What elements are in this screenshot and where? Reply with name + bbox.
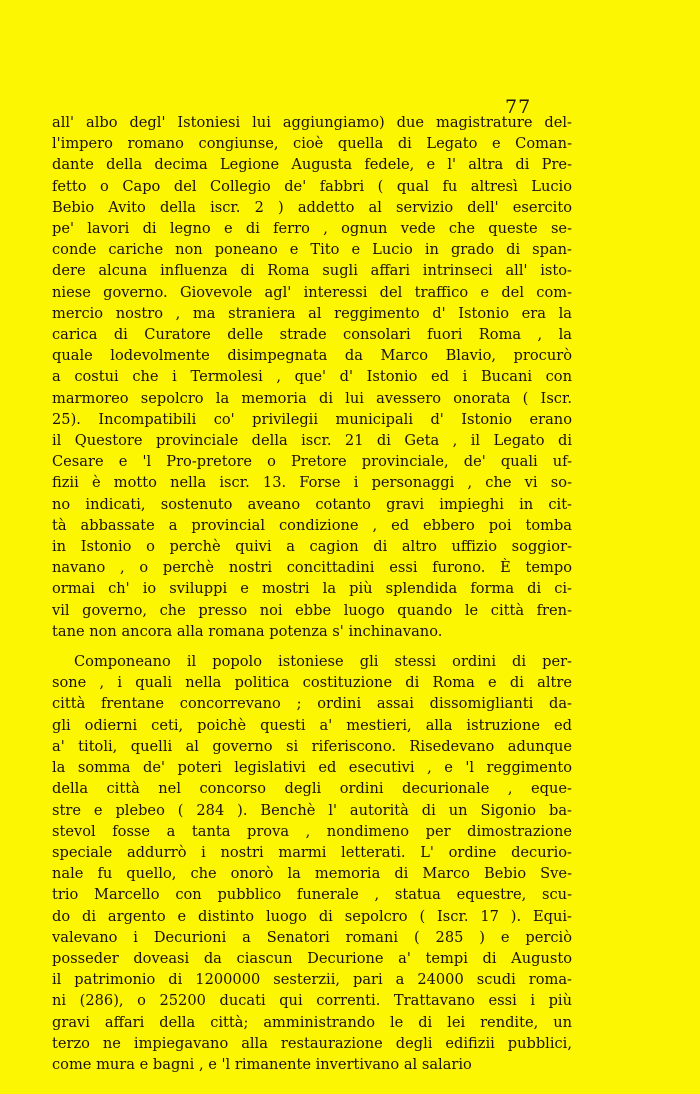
text-line: navano , o perchè nostri concittadini essi furono. È tempo	[52, 559, 572, 577]
text-line: fizii è motto nella iscr. 13. Forse i personaggi , che vi so-	[52, 474, 572, 492]
text-line: l'impero romano congiunse, cioè quella di Legato e Coman-	[52, 135, 572, 153]
text-line: Cesare e 'l Pro-pretore o Pretore provinciale, de' quali uf-	[52, 453, 572, 471]
text-line: ormai ch' io sviluppi e mostri la più splendida forma di ci-	[52, 580, 572, 598]
text-line: gli odierni ceti, poichè questi a' mestieri, alla istruzione ed	[52, 716, 572, 734]
text-line: 25). Incompatibili co' privilegii municipali d' Istonio erano	[52, 410, 572, 428]
text-line: della città nel concorso degli ordini decurionale , eque-	[52, 780, 572, 798]
text-line: marmoreo sepolcro la memoria di lui avessero onorata ( Iscr.	[52, 389, 572, 407]
body-text	[52, 112, 572, 1075]
text-line: pe' lavori di legno e di ferro , ognun vede che queste se-	[52, 220, 572, 238]
text-line: tà abbassate a provincial condizione , ed ebbero poi tomba	[52, 516, 572, 534]
text-line: in Istonio o perchè quivi a cagion di altro uffizio soggior-	[52, 538, 572, 556]
text-line: fetto o Capo del Collegio de' fabbri ( qual fu altresì Lucio	[52, 177, 572, 195]
text-line: terzo ne impiegavano alla restaurazione degli edifizii pubblici,	[52, 1034, 572, 1052]
text-line: come mura e bagni , e 'l rimanente invertivano al salario	[52, 1055, 472, 1073]
text-line: no indicati, sostenuto aveano cotanto gravi impieghi in cit-	[52, 495, 572, 513]
text-line: Bebio Avito della iscr. 2 ) addetto al servizio dell' esercito	[52, 198, 572, 216]
text-line: quale lodevolmente disimpegnata da Marco Blavio, procurò	[52, 347, 572, 365]
text-line: speciale addurrò i nostri marmi letterati. L' ordine decurio-	[52, 843, 572, 861]
text-line: vil governo, che presso noi ebbe luogo quando le città fren-	[52, 601, 572, 619]
paragraph	[52, 112, 572, 642]
text-line: dere alcuna influenza di Roma sugli affari intrinseci all' isto-	[52, 262, 572, 280]
text-line: posseder doveasi da ciascun Decurione a' tempi di Augusto	[52, 949, 572, 967]
text-line: il patrimonio di 1200000 sesterzii, pari a 24000 scudi roma-	[52, 971, 572, 989]
text-line: niese governo. Giovevole agl' interessi del traffico e del com-	[52, 283, 572, 301]
text-line: all' albo degl' Istoniesi lui aggiungiamo) due magistrature del-	[52, 114, 572, 131]
text-line: mercio nostro , ma straniera al reggimento d' Istonio era la	[52, 304, 572, 322]
paragraph-gap	[52, 642, 572, 651]
text-line: carica di Curatore delle strade consolari fuori Roma , la	[52, 326, 572, 344]
text-line: do di argento e distinto luogo di sepolcro ( Iscr. 17 ). Equi-	[52, 907, 572, 925]
text-line: a' titoli, quelli al governo si riferiscono. Risedevano adunque	[52, 737, 572, 755]
page-number: 77	[505, 96, 532, 118]
text-line: la somma de' poteri legislativi ed esecutivi , e 'l reggimento	[52, 759, 572, 777]
text-line: conde cariche non poneano e Tito e Lucio in grado di span-	[52, 241, 572, 259]
text-line: stevol fosse a tanta prova , nondimeno per dimostrazione	[52, 822, 572, 840]
text-line: nale fu quello, che onorò la memoria di Marco Bebio Sve-	[52, 865, 572, 883]
text-line: sone , i quali nella politica costituzione di Roma e di altre	[52, 674, 572, 692]
text-line: tane non ancora alla romana potenza s' inchinavano.	[52, 622, 443, 640]
text-line: dante della decima Legione Augusta fedele, e l' altra di Pre-	[52, 156, 572, 174]
text-line: stre e plebeo ( 284 ). Benchè l' autorità di un Sigonio ba-	[52, 801, 572, 819]
text-line: ni (286), o 25200 ducati qui correnti. Trattavano essi i più	[52, 992, 572, 1010]
text-line: il Questore provinciale della iscr. 21 di Geta , il Legato di	[52, 432, 572, 450]
text-line: valevano i Decurioni a Senatori romani ( 285 ) e perciò	[52, 928, 572, 946]
text-line: gravi affari della città; amministrando le di lei rendite, un	[52, 1013, 572, 1031]
paragraph	[52, 651, 572, 1075]
text-line: Componeano il popolo istoniese gli stessi ordini di per-	[74, 653, 572, 671]
text-line: trio Marcello con pubblico funerale , statua equestre, scu-	[52, 886, 572, 904]
text-line: a costui che i Termolesi , que' d' Istonio ed i Bucani con	[52, 368, 572, 386]
text-line: città frentane concorrevano ; ordini assai dissomiglianti da-	[52, 695, 572, 713]
